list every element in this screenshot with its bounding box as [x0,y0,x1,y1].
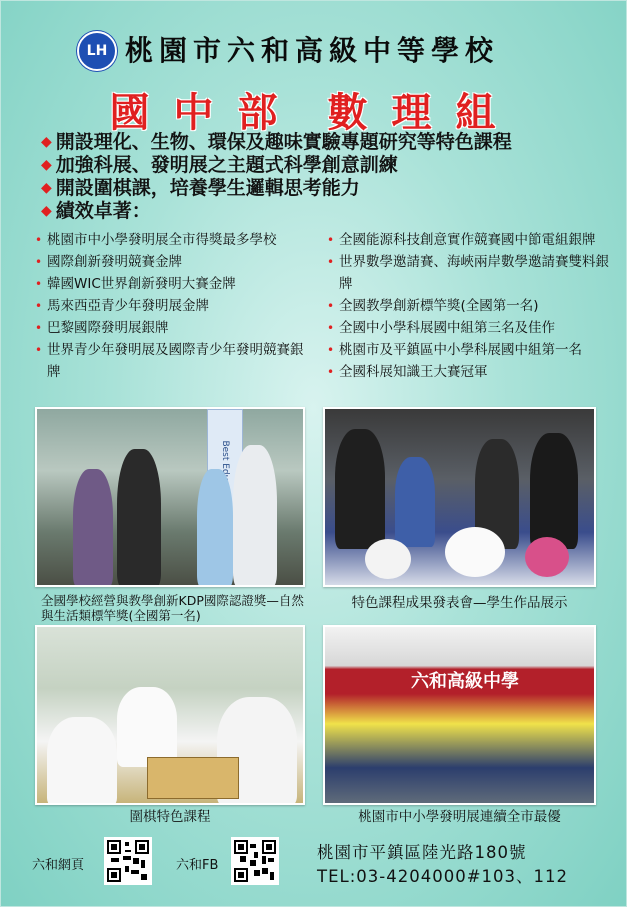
fb-label: 六和FB [176,858,219,873]
header [1,29,627,73]
person-figure [47,717,117,805]
banner-part1: 國中部 [109,89,302,136]
photo-caption: 特色課程成果發表會—學生作品展示 [351,595,568,611]
achievement-item: • 桃園市中小學發明展全市得獎最多學校 [35,229,310,251]
school-tel: TEL:03-4204000#103、112 [317,867,569,886]
logo-text: LH [86,43,108,59]
person-figure [117,449,161,587]
photo-award-group [35,407,305,587]
person-figure [335,429,385,549]
achievement-item: • 全國科展知識王大賽冠軍 [327,361,612,383]
achievements-left [35,229,310,383]
diamond-icon: ◆ [41,157,52,173]
person-figure [73,469,113,587]
photo-caption: 圍棋特色課程 [129,809,211,825]
craft-item [445,527,505,577]
feature-item: ◆ 加強科展、發明展之主題式科學創意訓練 [41,154,398,176]
achievement-item: • 世界青少年發明展及國際青少年發明競賽銀牌 [35,339,310,383]
program-banner [1,81,627,138]
qr-code-web[interactable] [104,837,152,885]
achievement-item: • 國際創新發明競賽金牌 [35,251,310,273]
feature-item: ◆ 開設圍棋課，培養學生邏輯思考能力 [41,177,360,199]
person-figure [395,457,435,547]
qr-code-fb[interactable] [231,837,279,885]
achievement-item: • 全國中小學科展國中組第三名及佳作 [327,317,612,339]
achievement-item: • 桃園市及平鎮區中小學科展國中組第一名 [327,339,612,361]
person-figure [117,687,177,767]
achievements-right [327,229,612,383]
photo-go-class [35,625,305,805]
achievement-item: • 世界數學邀請賽、海峽兩岸數學邀請賽雙料銀牌 [327,251,612,295]
diamond-icon: ◆ [41,180,52,196]
person-figure [530,433,578,549]
photo-caption: 全國學校經營與教學創新KDP國際認證獎—自然與生活類標竿獎(全國第一名) [41,593,304,623]
person-figure [233,445,277,587]
craft-item [525,537,569,577]
person-figure [197,469,233,587]
achievement-item: • 巴黎國際發明展銀牌 [35,317,310,339]
banner-part2: 數理組 [327,89,520,136]
photo-caption: 桃園市中小學發明展連續全市最優 [358,809,561,825]
diamond-icon: ◆ [41,134,52,150]
achievement-item: • 全國教學創新標竿獎(全國第一名) [327,295,612,317]
photo-exhibition [323,407,596,587]
achievement-item: • 韓國WIC世界創新發明大賽金牌 [35,273,310,295]
craft-item [365,539,411,579]
qr-web-icon [107,840,149,882]
school-logo [77,31,117,71]
feature-list [41,131,611,223]
feature-item: ◆ 開設理化、生物、環保及趣味實驗專題研究等特色課程 [41,131,512,153]
qr-fb-icon [234,840,276,882]
web-label: 六和網頁 [32,858,85,873]
feature-item: ◆ 績效卓著： [41,200,151,222]
achievement-item: • 全國能源科技創意實作競賽國中節電組銀牌 [327,229,612,251]
school-address: 桃園市平鎮區陸光路180號 [317,843,527,862]
achievement-item: • 馬來西亞青少年發明展金牌 [35,295,310,317]
diamond-icon: ◆ [41,203,52,219]
photo-invention-group [323,625,596,805]
school-name: 桃園市六和高級中等學校 [125,34,500,67]
banner-sign: 六和高級中學 [411,671,519,692]
go-board [147,757,239,799]
